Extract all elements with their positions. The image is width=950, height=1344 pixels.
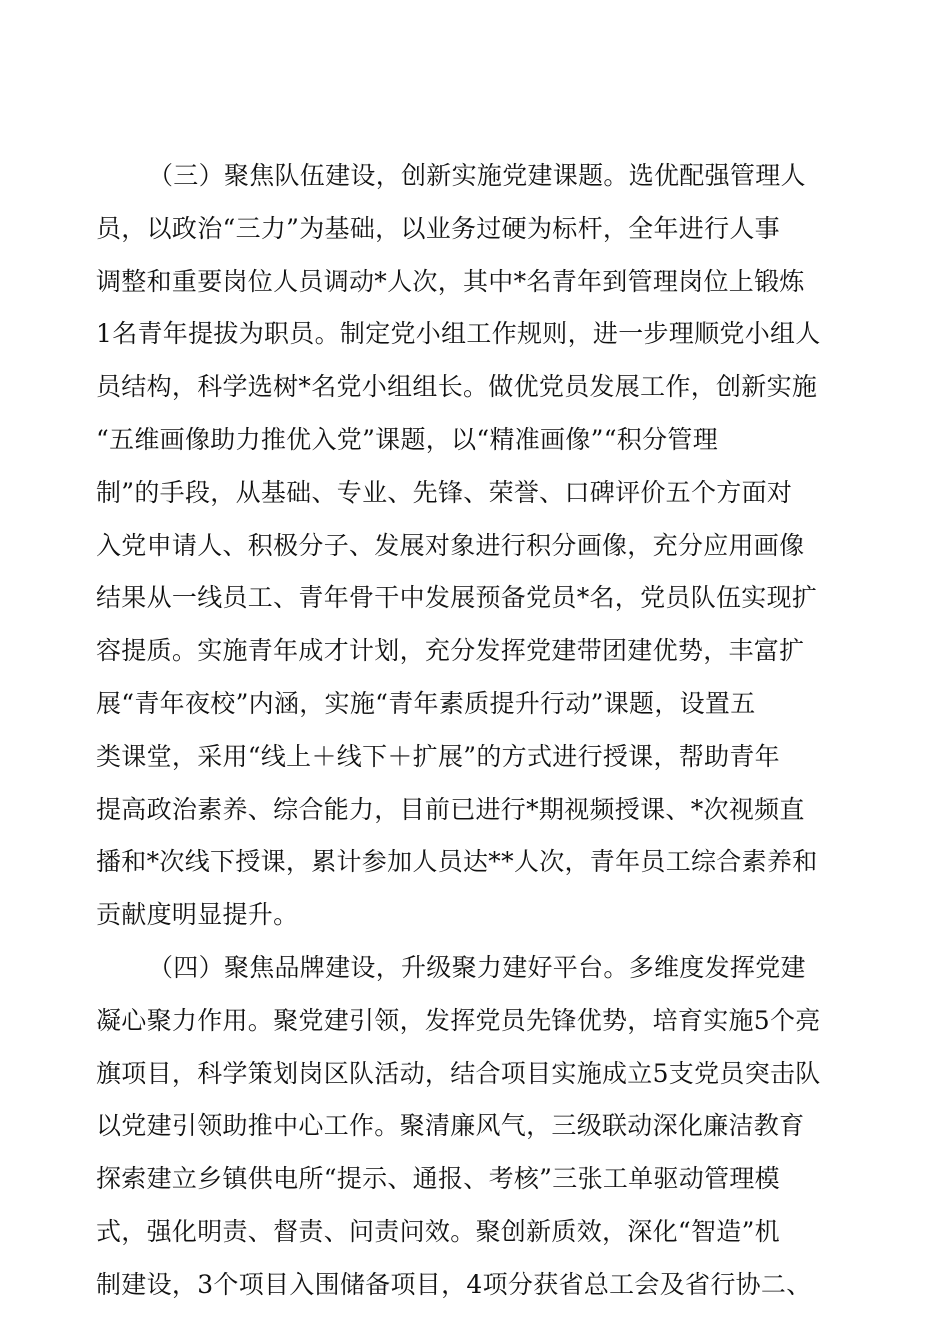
text-line: 以党建引领助推中心工作。聚清廉风气，三级联动深化廉洁教育 <box>96 1111 805 1141</box>
text-line: 容提质。实施青年成才计划，充分发挥党建带团建优势，丰富扩 <box>96 636 805 666</box>
text-line: 员结构，科学选树*名党小组组长。做优党员发展工作，创新实施 <box>96 372 818 402</box>
text-line: 探索建立乡镇供电所“提示、通报、考核”三张工单驱动管理模 <box>96 1164 780 1194</box>
paragraph-section-4 <box>96 942 856 1312</box>
text-line: 式，强化明责、督责、问责问效。聚创新质效，深化“智造”机 <box>96 1216 780 1246</box>
paragraph-section-3 <box>96 150 856 942</box>
text-line: 制建设，3个项目入围储备项目，4项分获省总工会及省行协二、 <box>96 1269 812 1299</box>
text-line: 提高政治素养、综合能力，目前已进行*期视频授课、*次视频直 <box>96 794 805 824</box>
text-line: 制”的手段，从基础、专业、先锋、荣誉、口碑评价五个方面对 <box>96 477 793 507</box>
text-line: 凝心聚力作用。聚党建引领，发挥党员先锋优势，培育实施5个亮 <box>96 1005 821 1035</box>
text-line: 调整和重要岗位人员调动*人次，其中*名青年到管理岗位上锻炼 <box>96 266 805 296</box>
text-line: 贡献度明显提升。 <box>96 900 299 930</box>
text-line: 展“青年夜校”内涵，实施“青年素质提升行动”课题，设置五 <box>96 688 756 718</box>
text-line: （三）聚焦队伍建设，创新实施党建课题。选优配强管理人 <box>148 161 806 190</box>
text-line: 类课堂，采用“线上＋线下＋扩展”的方式进行授课，帮助青年 <box>96 741 780 771</box>
text-line: 结果从一线员工、青年骨干中发展预备党员*名，党员队伍实现扩 <box>96 583 818 613</box>
document-body <box>96 150 856 1312</box>
text-line: 入党申请人、积极分子、发展对象进行积分画像，充分应用画像 <box>96 530 805 560</box>
text-line: 旗项目，科学策划岗区队活动，结合项目实施成立5支党员突击队 <box>96 1058 821 1088</box>
text-line: “五维画像助力推优入党”课题，以“精准画像”“积分管理 <box>96 424 719 454</box>
text-line: （四）聚焦品牌建设，升级聚力建好平台。多维度发挥党建 <box>148 952 806 982</box>
text-line: 播和*次线下授课，累计参加人员达**人次，青年员工综合素养和 <box>96 847 818 877</box>
text-line: 1名青年提拔为职员。制定党小组工作规则，进一步理顺党小组人 <box>96 319 821 349</box>
text-line: 员，以政治“三力”为基础，以业务过硬为标杆，全年进行人事 <box>96 213 780 243</box>
